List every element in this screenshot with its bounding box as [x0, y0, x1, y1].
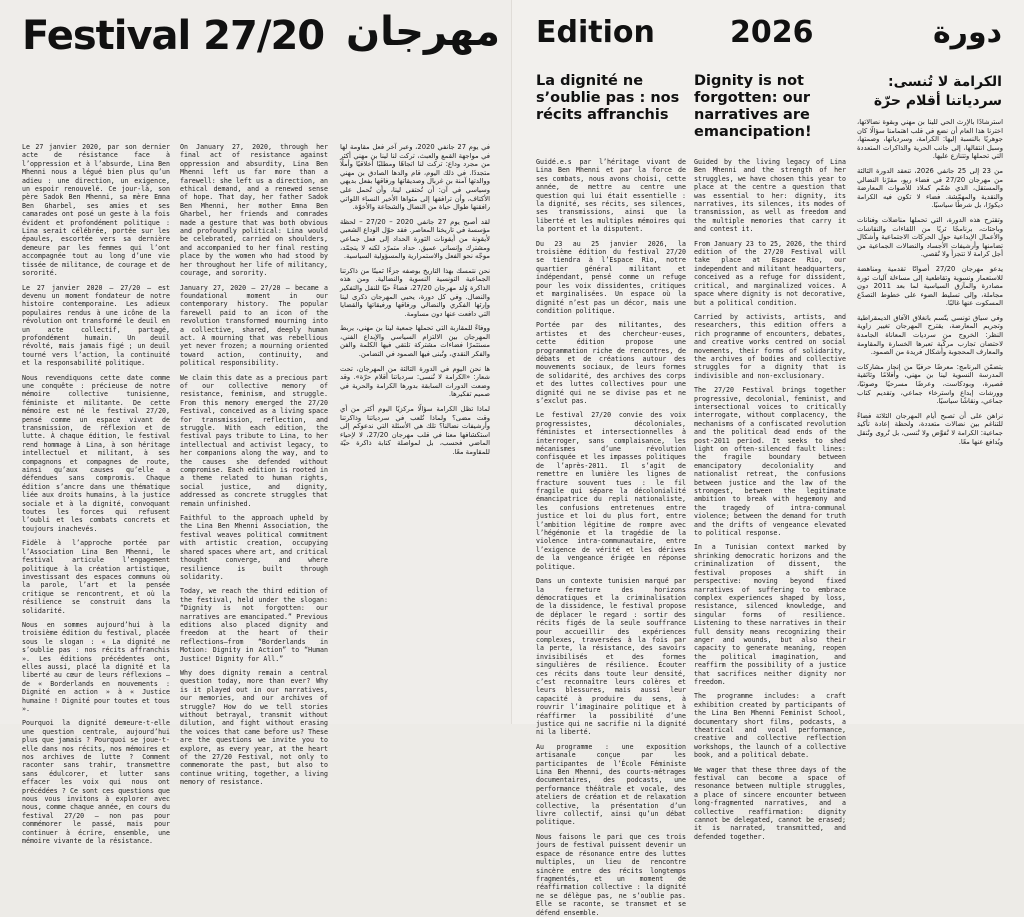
left-fr-p6: Pourquoi la dignité demeure-t-elle une question centrale, aujourd’hui plus que jamais ? Pourquoi se joue-t-elle dans nos récits, nos mémoires et nos archives de lutte ? Comment raconter sans trahir, transmettre sans édulcorer, et lutter sans effacer les voix qui nous ont précédées ? Ce sont ces questions que nous vous invitons à explorer avec nous, comme chaque année, en cours du festival 27/20 – non pas pour commémorer le passé, mais pour continuer à écrire, ensemble, une mémoire vivante de la résistance. — [22, 719, 170, 846]
edition-label-arabic: دورة — [932, 15, 1002, 50]
right-fr-p4: Le festival 27/20 convie des voix progressistes, décoloniales, féministes et intersectionnelles à interroger, sans complaisance, les mécanismes d’une révolution confisquée et les impasses politiques de l’après-2011. Il s’agit de remettre en lumière les lignes de fracture souvent tues : le fil fragile qui sépare la décolonialité émancipatrice du repli nationaliste, les confusions entretenues entre justice et loi du plus fort, entre l’ambition légitime de rompre avec l’hégémonie et la tragédie de la violence intra-communautaire, entre l’exigence de vérité et les dérives de la vengeance érigée en réponse politique. — [536, 411, 686, 571]
left-ar-p3: نحن نتمسك بهذا التاريخ بوصفه جزءًا ثمينًا من ذاكرتنا الجماعية التونسية النسوية والنضالية. ومن هذه الذاكرة وُلد مهرجان 27/20، فضاءً حيًا للنقل والتفكير والنضال. وفي كل دورة، يحيي المهرجان ذكرى لينا وإرثها الفكري والنضالي ورفاقها ورفيقاتها والقضايا التي دافعت عنها دون مساومة. — [340, 266, 490, 318]
right-en-p4: The 27/20 Festival brings together progressive, decolonial, feminist, and intersectional voices to critically interrogate, without complacency, the mechanisms of a confiscated revolution and the political dead ends of the post-2011 period. It seeks to shed light on often-silenced fault lines: the fragile boundary between emancipatory decoloniality and nationalist retreat, the confusions between justice and the law of the strongest, between the legitimate ambition to break with hegemony and the tragedy of intra-communal violence; between the demand for truth and the drifts of vengeance elevated to political response. — [694, 386, 846, 538]
headline-arabic: الكرامة لا تُنسى: سردياتنا أقلام حرّة — [873, 74, 1002, 109]
right-french-column — [536, 158, 686, 917]
right-en-p5: In a Tunisian context marked by shrinking democratic horizons and the criminalization of dissent, the festival proposes a shift in perspective: moving beyond fixed narratives of suffering to embrace complex experiences shaped by loss, resistance, silenced knowledge, and singular forms of resilience. Listening to these narratives in their full density means recognizing their anger and wounds, but also their capacity to generate meaning, reopen the political imagination, and reaffirm the possibility of a justice that sacrifices neither dignity nor freedom. — [694, 543, 846, 686]
right-ar-p1: استرشادًا بالإرث الحي للينا بن مهني وبقوة نضالاتها، اخترنا هذا العام أن نضع في قلب اهتمامنا سؤالًا كان جوهريًا بالنسبة إليها: الكرامة، وسردياتها، وصمتها، وسبل انتقالها، إلى جانب الحرية والذاكرات المتعددة التي تحملها وتتنازع عليها. — [857, 118, 1003, 161]
right-ar-p6: يتضمّن البرنامج: معرضًا حرفيًا من إنجاز مشاركات المدرسة النسوية لينا بن مهني، وأفلامًا وثائقية قصيرة، وبودكاست، وعرضًا مسرحيًا وصوتيًا، وورشات إبداع واسترخاء جماعي، وتقديم كتاب جماعي، ونقاشًا سياسيًا. — [857, 362, 1003, 406]
left-page — [0, 0, 512, 846]
right-fr-p7: Nous faisons le pari que ces trois jours de festival puissent devenir un espace de résonance entre des luttes multiples, un lieu de rencontre sincère entre des récits longtemps fragmentés, et un moment de réaffirmation collective : la dignité ne se délègue pas, ne s’oublie pas. Elle se raconte, se transmet et se défend ensemble. — [536, 832, 686, 917]
right-en-p1: Guided by the living legacy of Lina Ben Mhenni and the strength of her struggles, we have chosen this year to place at the centre a question that was essential to her: dignity, its narratives, its silences, its modes of transmission, as well as freedom and the multiple memories that carry it and contest it. — [694, 158, 846, 234]
right-en-p3: Carried by activists, artists, and researchers, this edition offers a rich programme of encounters, debates, and creative works centred on social movements, their forms of solidarity, the archives of bodies and collective struggles for a dignity that is indivisible and non-exclusionary. — [694, 312, 846, 380]
left-en-p4: Faithful to the approach upheld by the Lina Ben Mhenni Association, the festival weaves political commitment with artistic creation, occupying shared spaces where art, and critical thought converge, and where resilience is built through solidarity. — [180, 514, 328, 581]
right-en-p2: From January 23 to 25, 2026, the third edition of the 27/20 Festival will take place at Espace Rio, our independent and militant headquarters, conceived as a refuge for dissident, critical, and marginalized voices. A space where dignity is not decorative, but a political condition. — [694, 239, 846, 307]
right-ar-p5: وفي سياق تونسي يتّسم بانغلاق الآفاق الديمقراطية وتجريم المعارضة، يقترح المهرجان تغيير زاوية النظر: الخروج من سرديات المعاناة الجامدة لاحتضان تجارب مركّبة تعبرها الخسارة والمقاومة والمعارف المحجوبة وأشكال فريدة من الصمود. — [857, 313, 1003, 357]
left-fr-p1: Le 27 janvier 2020, par son dernier acte de résistance face à l’oppression et à l’absurde, Lina Ben Mhenni nous a légué bien plus qu’un adieu : une direction, un exigence, un espoir renouvelé. Ce jour-là, son père Sadok Ben Mhenni, sa mère Emna Ben Gharbel, ses amies et ses camarades ont posé un geste à la fois évident et profondément politique : Lina serait célébrée, portée sur les épaules, escortée vers sa dernière demeure par les femmes qui l’ont accompagnée tout au long d’une vie tissée de militance, de courage et de sororité. — [22, 143, 170, 278]
edition-label: Edition — [536, 15, 655, 50]
headline-english: Dignity is not forgotten: our narratives are emancipation! — [694, 73, 812, 140]
left-fr-p3: Nous revendiquons cette date comme une conquête : précieuse de notre mémoire collective tunisienne, féministe et militante. De cette mémoire est né le festival 27/20, pensé comme un espace vivant de transmission, de réflexion et de lutte. À chaque édition, le festival rend hommage à Lina, à son héritage intellectuel et militant, à ses compagnons et compagnes de route, ainsi qu’aux causes qu’elle a défendues sans compromis. Chaque édition s’ancre dans une thématique liée aux droits humains, à la justice sociale et à la dignité, convoquant toutes les forces qui refusent l’oubli et les combats concrets et toujours inachevés. — [22, 373, 170, 533]
left-en-p3: We claim this date as a precious part of our collective memory of resistance, feminism, and struggle. From this memory emerged the 27/20 Festival, conceived as a living space for transmission, reflection, and struggle. With each edition, the festival pays tribute to Lina, to her intellectual and activist legacy, to her companions along the way, and to the causes she defended without compromise. Each edition is rooted in a theme related to human rights, social justice, and dignity, addressed as concrete struggles that remain unfinished. — [180, 373, 328, 508]
headline-french: La dignité ne s’oublie pas : nos récits affranchis — [536, 73, 680, 123]
right-fr-p6: Au programme : une exposition artisanale conçue par les participantes de l’École Féministe Lina Ben Mhenni, des courts-métrages documentaires, des podcasts, une performance théâtrale et vocale, des ateliers de création et de relaxation collective, la présentation d’un livre collectif, ainsi qu’un débat politique. — [536, 742, 686, 827]
right-fr-p5: Dans un contexte tunisien marqué par la fermeture des horizons démocratiques et la criminalisation de la dissidence, le festival propose de déplacer le regard : sortir des récits figés de la seule souffrance pour accueillir des expériences complexes, traversées à la fois par la perte, la résistance, des savoirs invisibilisés et des formes singulières de résilience. Écouter ces récits dans toute leur densité, c’est reconnaître leurs colères et leurs blessures, mais aussi leur capacité à produire du sens, à rouvrir l’imaginaire politique et à réaffirmer la possibilité d’une justice qui ne sacrifie ni la dignité ni la liberté. — [536, 577, 686, 737]
festival-title-arabic: مهرجان — [345, 9, 500, 55]
left-ar-p5: ها نحن اليوم في الدورة الثالثة من المهرجان، تحت شعار: «الكرامة لا تُنسى: سردياتنا أقلام حرّة». وقد وضعت الدورات السابقة بدورها الكرامة والحرية في صميم تفكيرها. — [340, 364, 490, 399]
right-ar-p2: من 23 إلى 25 جانفي 2026، تنعقد الدورة الثالثة من مهرجان 27/20 في فضاء ريو، مقرّنا النضالي والمستقل، الذي صُمّم كملاذ للأصوات المعارضة والنقدية والمهمّشة. فضاء لا تكون فيه الكرامة ديكورًا، بل شرطًا سياسيًا. — [857, 166, 1003, 210]
right-page — [512, 0, 1024, 917]
left-ar-p4: ووفاءً للمقاربة التي تحملها جمعية لينا بن مهني، يربط المهرجان بين الالتزام السياسي والإبداع الفني، مستثمرًا فضاءات مشتركة تلتقي فيها الكلمة والفن والفكر النقدي، وتُبنى فيها الصمود في التضامن. — [340, 324, 490, 359]
edition-year: 2026 — [730, 15, 814, 50]
left-en-p6: Why does dignity remain a central question today, more than ever? Why is it played out in our narratives, our memories, and our archives of struggle? How do we tell stories without betrayal, transmit without dilution, and fight without erasing the voices that came before us? These are the questions we invite you to explore, as every year, at the heart of the 27/20 Festival, not only to commemorate the past, but also to continue writing, together, a living memory of resistance. — [180, 668, 328, 787]
right-fr-p3: Portée par des militantes, des artistes et des chercheur·euses, cette édition propose une programmation riche de rencontres, de débats et de créations autour des mouvements sociaux, de leurs formes de solidarité, des archives des corps et des luttes collectives pour une dignité qui ne se divise pas et ne s’exclut pas. — [536, 321, 686, 405]
festival-title: Festival 27/20 — [22, 13, 325, 59]
left-en-p1: On January 27, 2020, through her final act of resistance against oppression and absurdity, Lina Ben Mhenni left us far more than a farewell: she left us a direction, an ethical demand, and a renewed sense of hope. That day, her father Sadok Ben Mhenni, her mother Emna Ben Gharbel, her friends and comrades made a gesture that was both obvious and profoundly political: Lina would be celebrated, carried on shoulders, and accompanied to her final resting place by the women who had stood by her throughout her life of militancy, courage, and sorority. — [180, 143, 328, 278]
left-french-column — [22, 143, 170, 846]
right-arabic-column — [857, 118, 1003, 538]
left-ar-p1: في يوم 27 جانفي 2020، وعبر آخر فعل مقاومة لها في مواجهة القمع والعبث، تركت لنا لينا بن مهني أكثر من مجرد وداع: تركت لنا اتجاهًا ومطلبًا أخلاقيًا وأملًا متجددًا. في ذلك اليوم، قام والدها الصادق بن مهني ووالدتها آمنة بن غربال وصديقاتها ورفاقها بفعل بديهي وسياسي في آن: أن تُحتفى لينا، وأن تُحمل على الأكتاف، وأن ترافقها إلى مثواها الأخير النساء اللواتي رافقنها طوال حياة من النضال والشجاعة والأخوّة. — [340, 143, 490, 212]
right-fr-p1: Guidé.e.s par l’héritage vivant de Lina Ben Mhenni et par la force de ses combats, nous avons choisi, cette année, de mettre au centre une question qui lui était essentielle : la dignité, ses récits, ses silences, ses transmissions, ainsi que la liberté et les multiples mémoires qui la portent et la disputent. — [536, 158, 686, 234]
left-arabic-column — [340, 143, 490, 475]
right-en-p6: The programme includes: a craft exhibition created by participants of the Lina Ben Mhenni Feminist School, documentary short films, podcasts, a theatrical and vocal performance, creative and collective reflection workshops, the launch of a collective book, and a political debate. — [694, 692, 846, 760]
right-ar-p4: يدعو مهرجان 27/20 أصواتًا تقدمية ومناهضة للاستعمار ونسوية وتقاطعية إلى مساءلة آليات ثورة مصادرة والمآزق السياسية لما بعد 2011 دون مجاملة، وإلى تسليط الضوء على خطوط التصدّع المسكوت عنها غالبًا. — [857, 264, 1004, 308]
left-fr-p2: Le 27 janvier 2020 – 27/20 – est devenu un moment fondateur de notre histoire contemporaine. Les adieux populaires rendus à une icône de la révolution ont transformé le deuil en un acte collectif, partagé, profondément humain. Un deuil révolté, mais jamais figé ; un deuil tourné vers l’action, la continuité et la responsabilité politique. — [22, 283, 170, 368]
left-en-p2: January 27, 2020 – 27/20 – became a foundational moment in our contemporary history. The popular farewell paid to an icon of the revolution transformed mourning into a collective, shared, deeply human act. A mourning that was rebellious yet never frozen; a mourning oriented toward action, continuity, and political responsibility. — [180, 283, 328, 368]
right-ar-p3: وتقترح هذه الدورة، التي تحملها مناضلات وفنانات وباحثات، برنامجًا ثريًا من اللقاءات والنقاشات والأعمال الإبداعية حول الحركات الاجتماعية وأشكال تضامنها وأرشيفات الأجساد والنضالات الجماعية من أجل كرامة لا تتجزأ ولا تُقصي. — [857, 215, 1003, 259]
right-fr-p2: Du 23 au 25 janvier 2026, la troisième édition du festival 27/20 se tiendra à l’Espace Rio, notre quartier général militant et indépendant, pensé comme un refuge pour les voix dissidentes, critiques et marginalisées. Un espace où la dignité n’est pas un décor, mais une condition politique. — [536, 239, 686, 315]
left-en-p5: Today, we reach the third edition of the festival, held under the slogan: “Dignity is not forgotten: our narratives are emancipated.” Previous editions also placed dignity and freedom at the heart of their reflections—from “Borderlands in Motion: Dignity in Action” to “Human Justice! Dignity for All.” — [180, 587, 328, 663]
left-fr-p4: Fidèle à l’approche portée par l’Association Lina Ben Mhenni, le festival articule l’engagement politique à la création artistique, investissant des espaces communs où la parole, l’art et la pensée critique se rencontrent, et où la résilience se construit dans la solidarité. — [22, 539, 170, 615]
left-ar-p6: لماذا تظل الكرامة سؤالًا مركزيًا اليوم أكثر من أي وقت مضى؟ ولماذا تُلعب في سردياتنا وذاكرتنا وأرشيفات نضالنا؟ تلك هي الأسئلة التي ندعوكم إلى استكشافها معنا في قلب مهرجان 27/20، لا لإحياء الماضي فحسب، بل لمواصلة كتابة ذاكرة حيّة للمقاومة معًا. — [340, 405, 490, 456]
right-en-p7: We wager that these three days of the festival can become a space of resonance between multiple struggles, a place of sincere encounter between long-fragmented narratives, and a collective reaffirmation: dignity cannot be delegated, cannot be erased; it is narrated, transmitted, and defended together. — [694, 765, 846, 841]
left-english-column — [180, 143, 328, 787]
right-ar-p7: نراهن على أن تصبح أيام المهرجان الثلاثة فضاءً للتناغم بين نضالات متعددة، ولحظة إعادة تأكيد جماعية: الكرامة لا تُفوَّض ولا تُنسى، بل تُروى وتُنقل ويُدافع عنها معًا. — [857, 411, 1003, 446]
left-ar-p2: لقد أصبح يوم 27 جانفي 2020 – 27/20 – لحظة مؤسسة في تاريخنا المعاصر. فقد حوّل الوداع الشعبي لأيقونة من أيقونات الثورة الحداد إلى فعل جماعي ومشترك وإنساني عميق. حداد متمرّد لكنه لا يتجمّد، موجّه نحو الفعل والاستمرارية والمسؤولية السياسية. — [340, 217, 490, 261]
right-english-column — [694, 158, 846, 841]
left-fr-p5: Nous en sommes aujourd’hui à la troisième édition du festival, placée sous le slogan : « La dignité ne s’oublie pas : nos récits affranchis ». Les éditions précédentes ont, elles aussi, placé la dignité et la liberté au cœur de leurs réflexions – de « Borderlands en mouvements : Dignité en action » à « Justice humaine ! Dignité pour toutes et tous ». — [22, 620, 170, 713]
